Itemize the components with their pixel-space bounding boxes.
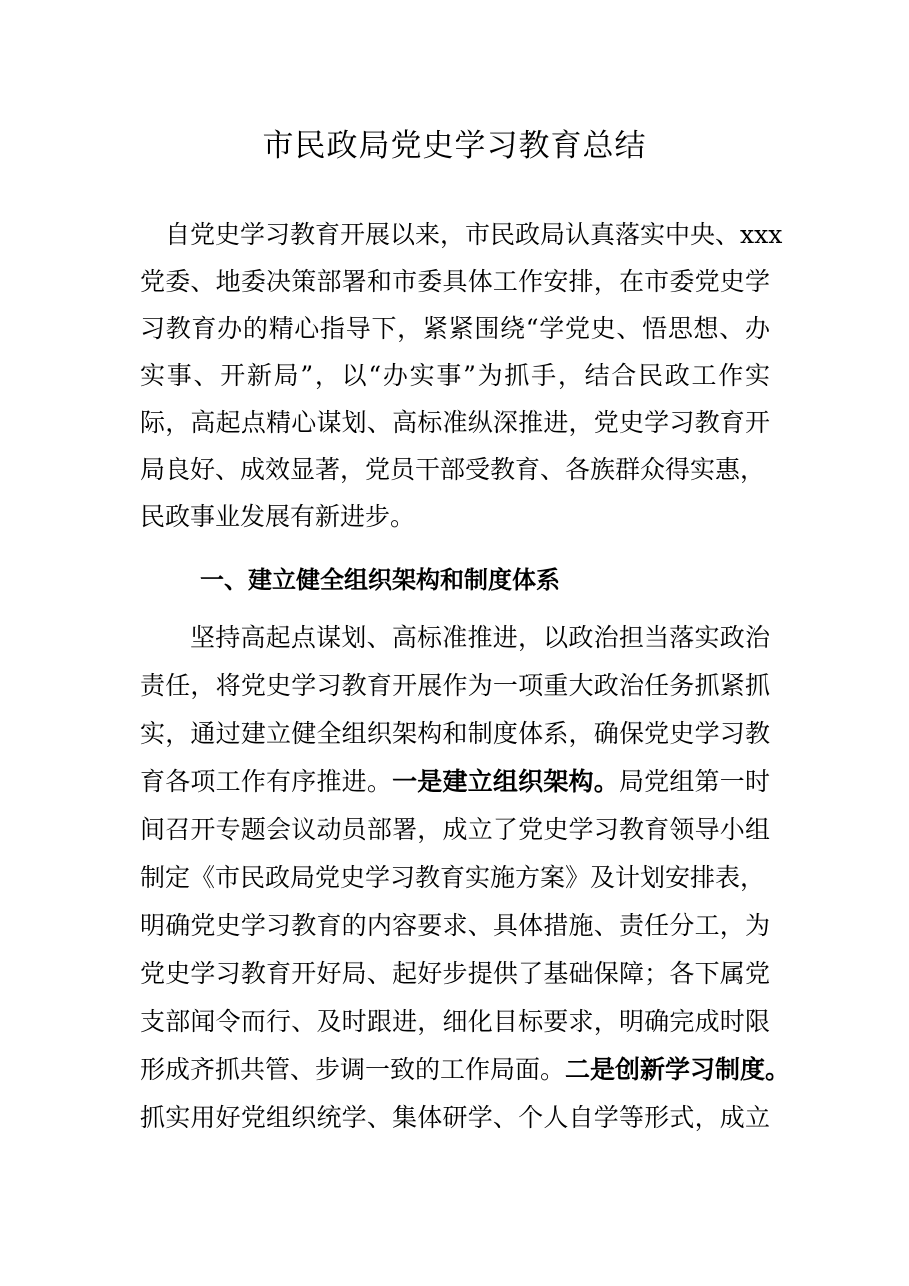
section1-line-11: 抓实用好党组织统学、集体研学、个人自学等形式，成立 [140,1103,770,1132]
section1-line-4-text: 育各项工作有序推进。 [140,767,393,796]
emphasis-one: 一是建立组织架构。 [392,767,619,796]
section1-line-3: 实，通过建立健全组织架构和制度体系，确保党史学习教 [140,719,770,748]
section1-line-4 [140,762,770,802]
section1-line-8: 党史学习教育开好局、起好步提供了基础保障；各下属党 [140,959,770,988]
section1-line-4-tail: 局党组第一时 [618,767,770,796]
section1-line-7: 明确党史学习教育的内容要求、具体措施、责任分工，为 [140,911,770,940]
section1-line-6: 制定《市民政局党史学习教育实施方案》及计划安排表， [140,863,766,892]
intro-line-5: 际，高起点精心谋划、高标准纵深推进，党史学习教育开 [140,408,770,437]
intro-line-2: 党委、地委决策部署和市委具体工作安排，在市委党史学 [140,267,770,296]
intro-line-3: 习教育办的精心指导下，紧紧围绕“学党史、悟思想、办 [140,314,770,343]
intro-line-4: 实事、开新局”，以“办实事”为抓手，结合民政工作实 [140,361,770,390]
section1-line-2: 责任，将党史学习教育开展作为一项重大政治任务抓紧抓 [140,671,770,700]
section1-line-5: 间召开专题会议动员部署，成立了党史学习教育领导小组 [140,815,770,844]
section1-line-10-text: 形成齐抓共管、步调一致的工作局面。 [140,1055,566,1084]
section1-line-9: 支部闻令而行、及时跟进，细化目标要求，明确完成时限 [140,1007,770,1036]
document-title: 市民政局党史学习教育总结 [262,128,647,164]
intro-line-6: 局良好、成效显著，党员干部受教育、各族群众得实惠， [140,455,766,484]
intro-line-1: 自党史学习教育开展以来，市民政局认真落实中央、xxx [165,220,783,249]
section-heading-1: 一、建立健全组织架构和制度体系 [200,566,560,594]
section1-line-1: 坚持高起点谋划、高标准推进，以政治担当落实政治 [190,623,770,652]
intro-line-7: 民政事业发展有新进步。 [140,502,416,531]
emphasis-two: 二是创新学习制度。 [565,1055,791,1084]
section1-line-10 [140,1050,791,1090]
